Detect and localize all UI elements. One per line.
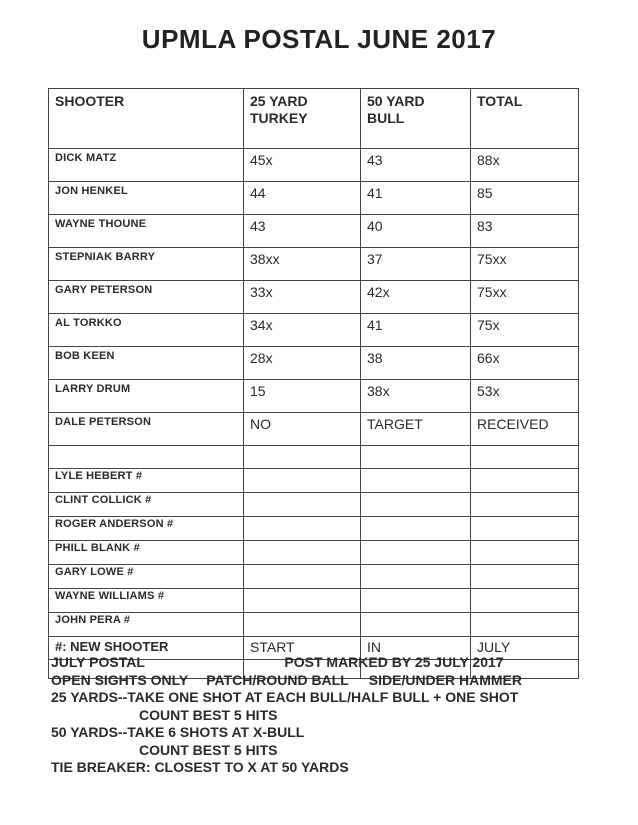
empty-cell <box>361 469 471 493</box>
empty-cell <box>361 446 471 469</box>
empty-cell <box>244 589 361 613</box>
notes-line-2 <box>51 672 611 690</box>
score-total: 85 <box>471 182 579 215</box>
column-header-total: TOTAL <box>471 89 579 149</box>
patch-ball-rule: PATCH/ROUND BALL <box>206 671 349 688</box>
score-total: 83 <box>471 215 579 248</box>
empty-cell <box>244 446 361 469</box>
new-shooter-name: WAYNE WILLIAMS # <box>49 589 244 613</box>
table-row <box>49 215 579 248</box>
score-50-yard: 40 <box>361 215 471 248</box>
shooter-name: WAYNE THOUNE <box>49 215 244 248</box>
score-total: 66x <box>471 347 579 380</box>
score-50-yard: 37 <box>361 248 471 281</box>
empty-cell <box>471 517 579 541</box>
table-row <box>49 380 579 413</box>
score-25-yard: 44 <box>244 182 361 215</box>
score-50-yard: 38x <box>361 380 471 413</box>
score-25-yard: 43 <box>244 215 361 248</box>
new-shooter-name: CLINT COLLICK # <box>49 493 244 517</box>
empty-cell <box>471 613 579 637</box>
new-shooter-row <box>49 493 579 517</box>
column-header-shooter: SHOOTER <box>49 89 244 149</box>
score-25-yard: 33x <box>244 281 361 314</box>
table-row <box>49 347 579 380</box>
empty-row <box>49 446 579 469</box>
table-row <box>49 149 579 182</box>
empty-cell <box>471 446 579 469</box>
empty-cell <box>361 565 471 589</box>
score-25-yard: 15 <box>244 380 361 413</box>
rule-count-best-25: COUNT BEST 5 HITS <box>139 706 278 723</box>
new-shooter-name: ROGER ANDERSON # <box>49 517 244 541</box>
score-total: 75xx <box>471 248 579 281</box>
empty-cell <box>471 589 579 613</box>
score-total: 53x <box>471 380 579 413</box>
empty-cell <box>361 493 471 517</box>
score-25-yard: 34x <box>244 314 361 347</box>
shooter-name: AL TORKKO <box>49 314 244 347</box>
new-shooter-name: PHILL BLANK # <box>49 541 244 565</box>
column-header-25-yard-turkey: 25 YARD TURKEY <box>244 89 361 149</box>
score-total: 75x <box>471 314 579 347</box>
empty-cell <box>244 469 361 493</box>
shooter-name: JON HENKEL <box>49 182 244 215</box>
score-total: 75xx <box>471 281 579 314</box>
rule-50-yards: 50 YARDS--TAKE 6 SHOTS AT X-BULL <box>51 724 305 740</box>
new-shooter-name: GARY LOWE # <box>49 565 244 589</box>
empty-cell <box>361 517 471 541</box>
score-50-yard: TARGET <box>361 413 471 446</box>
new-shooter-row <box>49 517 579 541</box>
table-row <box>49 413 579 446</box>
open-sights-rule: OPEN SIGHTS ONLY <box>51 671 189 688</box>
shooter-name: DICK MATZ <box>49 149 244 182</box>
score-50-yard: 41 <box>361 182 471 215</box>
empty-cell <box>471 469 579 493</box>
score-total: 88x <box>471 149 579 182</box>
score-50-yard: 38 <box>361 347 471 380</box>
new-shooter-row <box>49 469 579 493</box>
score-25-yard: 28x <box>244 347 361 380</box>
score-25-yard: 38xx <box>244 248 361 281</box>
new-shooter-row <box>49 589 579 613</box>
shooter-name: STEPNIAK BARRY <box>49 248 244 281</box>
score-50-yard: 41 <box>361 314 471 347</box>
hammer-rule: SIDE/UNDER HAMMER <box>368 671 522 688</box>
empty-cell <box>471 565 579 589</box>
shooter-name: BOB KEEN <box>49 347 244 380</box>
empty-cell <box>244 517 361 541</box>
empty-cell <box>361 589 471 613</box>
tie-breaker-rule: TIE BREAKER: CLOSEST TO X AT 50 YARDS <box>51 759 349 775</box>
empty-cell <box>244 613 361 637</box>
empty-cell <box>244 565 361 589</box>
rule-count-best-50: COUNT BEST 5 HITS <box>139 741 278 758</box>
score-50-yard: 43 <box>361 149 471 182</box>
new-shooter-row <box>49 541 579 565</box>
score-50-yard: 42x <box>361 281 471 314</box>
legend-july: JULY <box>471 637 579 660</box>
page-title: UPMLA POSTAL JUNE 2017 <box>141 24 497 54</box>
shooter-name: GARY PETERSON <box>49 281 244 314</box>
new-shooter-name: JOHN PERA # <box>49 613 244 637</box>
legend-in: IN <box>361 637 471 660</box>
table-row <box>49 182 579 215</box>
empty-cell <box>244 541 361 565</box>
empty-cell <box>471 541 579 565</box>
new-shooter-row <box>49 613 579 637</box>
table-row <box>49 314 579 347</box>
legend-start: START <box>244 637 361 660</box>
column-header-50-yard-bull: 50 YARD BULL <box>361 89 471 149</box>
shooter-name: LARRY DRUM <box>49 380 244 413</box>
notes-line-1 <box>51 654 611 672</box>
post-marked-date: POST MARKED BY 25 JULY 2017 <box>284 654 504 670</box>
empty-cell <box>471 493 579 517</box>
table-header-row <box>49 89 579 149</box>
empty-cell <box>361 541 471 565</box>
empty-cell <box>361 613 471 637</box>
rules-notes <box>51 654 611 777</box>
new-shooter-name: LYLE HEBERT # <box>49 469 244 493</box>
shooter-name: DALE PETERSON <box>49 413 244 446</box>
table-row <box>49 281 579 314</box>
new-shooter-row <box>49 565 579 589</box>
empty-cell <box>244 493 361 517</box>
scores-table <box>48 88 579 679</box>
score-25-yard: NO <box>244 413 361 446</box>
table-row <box>49 248 579 281</box>
july-postal-label: JULY POSTAL <box>51 654 145 670</box>
score-25-yard: 45x <box>244 149 361 182</box>
score-total: RECEIVED <box>471 413 579 446</box>
empty-cell <box>49 446 244 469</box>
rule-25-yards: 25 YARDS--TAKE ONE SHOT AT EACH BULL/HALF BULL + ONE SHOT <box>51 689 519 705</box>
legend-new-shooter: #: NEW SHOOTER <box>49 637 244 660</box>
